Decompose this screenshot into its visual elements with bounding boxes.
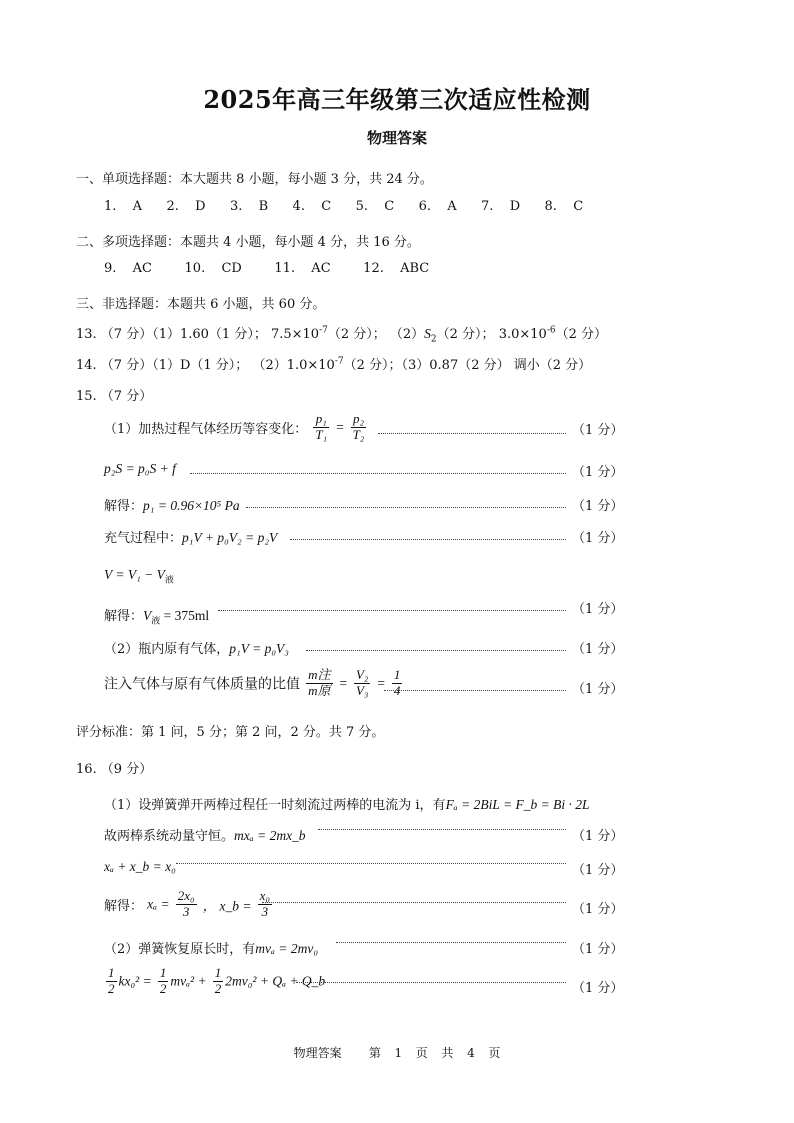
score-label: （1 分） — [572, 465, 624, 480]
q15-line-1 — [104, 412, 368, 443]
q13-s2: S — [424, 326, 431, 341]
q15-l6-label: 解得： — [104, 609, 144, 624]
leader-dots — [378, 432, 566, 434]
q16-l6-f1n: 1 — [108, 965, 115, 980]
leader-dots — [246, 506, 566, 508]
section-3-title: 三、非选择题：本题共 6 小题，共 60 分。 — [76, 297, 326, 312]
section-2-title: 二、多项选择题：本题共 4 小题，每小题 4 分，共 16 分。 — [76, 235, 420, 250]
q15-scoring: 评分标准：第 1 问，5 分；第 2 问，2 分。共 7 分。 — [76, 725, 385, 740]
q15-l6-math: V — [143, 608, 152, 623]
q15-l8-frac-2 — [354, 668, 370, 699]
q15-l4-label: 充气过程中： — [104, 531, 183, 546]
q16-line-1 — [104, 794, 589, 813]
q15-l1-eq: = — [335, 419, 345, 435]
q14-line — [76, 354, 591, 373]
q15-l8-num1: m注 — [308, 667, 331, 682]
q16-l6-f2n: 1 — [159, 965, 167, 980]
leader-dots — [306, 649, 566, 651]
q15-line-4 — [104, 527, 277, 546]
leader-dots — [296, 981, 566, 983]
q15-l8-den3: 4 — [393, 682, 401, 698]
q16-l5-text: （2）弹簧恢复原长时，有 — [104, 942, 256, 957]
score-label: （1 分） — [572, 602, 624, 617]
q15-line-8 — [104, 668, 404, 699]
q14-text-b: （2 分）；（3）0.87（2 分） 调小（2 分） — [343, 358, 592, 373]
leader-dots — [262, 901, 566, 903]
score-label: （1 分） — [572, 942, 624, 957]
q14-exp-a: -7 — [334, 356, 344, 367]
q16-header: 16. （9 分） — [76, 762, 153, 777]
leader-dots — [176, 862, 566, 864]
q15-l1-den1: T₁ — [315, 426, 328, 442]
q15-l2-math: p₂S = p₀S + f — [104, 461, 176, 476]
score-label: （1 分） — [572, 829, 624, 844]
q14-text-a: 14. （7 分）（1）D（1 分）； （2）1.0×10 — [76, 358, 335, 373]
q15-l6-sub: 液 — [151, 616, 161, 627]
section-1-answers: 1. A 2. D 3. B 4. C 5. C 6. A 7. D 8. C — [104, 199, 584, 214]
score-label: （1 分） — [572, 902, 624, 917]
q16-l2-math: mxₐ = 2mx_b — [234, 828, 306, 843]
q15-line-7 — [104, 638, 289, 657]
q16-l6-f3n: 1 — [214, 965, 222, 980]
q13-text-a: 13. （7 分）（1）1.60（1 分）； 7.5×10 — [76, 327, 320, 342]
q16-l4-num1: 2x₀ — [177, 888, 195, 903]
q15-l1-num1: p₁ — [313, 412, 329, 428]
q15-l4-math: p₁V + p₀V₂ = p₂V — [182, 530, 278, 545]
q13-exp-c: -6 — [546, 325, 556, 336]
q15-l3-label: 解得： — [104, 499, 144, 514]
q15-l8-num2: V₂ — [355, 667, 369, 682]
leader-dots — [290, 538, 566, 540]
q15-l5-math: V = V₁ − V — [104, 567, 165, 582]
section-2-answers: 9. AC 10. CD 11. AC 12. ABC — [104, 261, 430, 276]
q15-l5-sub: 液 — [164, 575, 174, 586]
q13-text-d: （2 分） — [555, 327, 607, 342]
score-label: （1 分） — [572, 499, 624, 514]
q16-line-5 — [104, 938, 318, 957]
q15-l1-frac-1 — [313, 412, 329, 443]
score-label: （1 分） — [572, 981, 624, 996]
q16-l6-frac-3 — [213, 966, 224, 997]
q16-line-2 — [104, 825, 306, 844]
q15-l1-num2: p₂ — [351, 412, 367, 428]
q15-l1-frac-2 — [351, 412, 367, 443]
q16-l4-den2: 3 — [261, 903, 269, 919]
q16-l6-f2d: 2 — [159, 980, 167, 996]
q13-exp-a: -7 — [319, 325, 328, 336]
q16-l4-num2: x₀ — [259, 888, 270, 903]
page-footer: 物理答案 第 1 页 共 4 页 — [293, 1046, 501, 1060]
q15-l1-text: （1）加热过程气体经历等容变化： — [104, 421, 308, 437]
page-subtitle: 物理答案 — [366, 129, 427, 147]
q15-line-6 — [104, 605, 209, 627]
leader-dots — [190, 472, 566, 474]
q16-line-4 — [104, 889, 274, 920]
q16-l6-frac-2 — [158, 966, 169, 997]
q16-l4-label: 解得： — [104, 898, 144, 914]
q16-line-6 — [104, 966, 325, 997]
q13-line — [76, 323, 607, 345]
leader-dots — [218, 609, 566, 611]
q15-l8-frac-1 — [306, 668, 332, 699]
q15-l6-val: = 375ml — [160, 608, 210, 623]
q16-l6-c: 2mv₀² + Qₐ + Q_b — [225, 973, 326, 989]
score-label: （1 分） — [572, 423, 624, 438]
score-label: （1 分） — [572, 642, 624, 657]
q15-l7-math: p₁V = p₀V₃ — [229, 641, 289, 656]
q16-l6-f1d: 2 — [108, 980, 115, 996]
q15-l3-math: p₁ = 0.96×10⁵ Pa — [143, 498, 240, 513]
q15-l1-den2: T₂ — [352, 426, 365, 442]
q13-text-c: （2 分）； 3.0×10 — [436, 327, 547, 342]
q13-text-b: （2 分）； （2） — [327, 327, 425, 342]
q16-l4-den1: 3 — [182, 903, 190, 919]
q13-s2-sub: 2 — [430, 334, 437, 345]
q16-l6-f3d: 2 — [214, 980, 222, 996]
q16-l5-math: mvₐ = 2mv₀ — [255, 941, 319, 956]
q15-l7-text: （2）瓶内原有气体， — [104, 642, 230, 657]
leader-dots — [336, 941, 566, 943]
score-label: （1 分） — [572, 682, 624, 697]
q16-l4-b: ， x_b = — [202, 898, 252, 914]
section-1-title: 一、单项选择题：本大题共 8 小题，每小题 3 分，共 24 分。 — [76, 172, 433, 187]
q15-l8-den1: m原 — [308, 682, 331, 698]
leader-dots — [318, 828, 566, 830]
q15-line-3 — [104, 495, 240, 514]
q16-l6-a: kx₀² = — [118, 973, 152, 989]
q15-l8-frac-3 — [392, 668, 403, 699]
q16-l1-text: （1）设弹簧弹开两棒过程任一时刻流过两棒的电流为 i，有 — [104, 798, 446, 813]
q16-l2-text: 故两棒系统动量守恒。 — [104, 829, 235, 844]
q15-l8-text: 注入气体与原有气体质量的比值 — [104, 676, 300, 693]
q15-line-5 — [104, 567, 174, 586]
score-label: （1 分） — [572, 531, 624, 546]
q16-l4-frac-1 — [176, 889, 197, 920]
q16-l3-math: xₐ + x_b = x₀ — [104, 859, 176, 874]
leader-dots — [384, 689, 566, 691]
q16-l6-frac-1 — [106, 966, 117, 997]
q15-l8-num3: 1 — [393, 667, 401, 682]
q16-l4-a: xₐ = — [147, 896, 170, 912]
score-label: （1 分） — [572, 863, 624, 878]
equals-sign: = — [376, 675, 386, 691]
q16-l4-frac-2 — [258, 889, 272, 920]
equals-sign: = — [338, 675, 348, 691]
q16-l1-math: Fₐ = 2BiL = F_b = Bi · 2L — [445, 797, 590, 812]
page-title: 2025年高三年级第三次适应性检测 — [203, 85, 591, 114]
q15-header: 15. （7 分） — [76, 389, 153, 404]
q15-l8-den2: V₃ — [355, 682, 369, 698]
q16-l6-b: mvₐ² + — [170, 973, 207, 989]
